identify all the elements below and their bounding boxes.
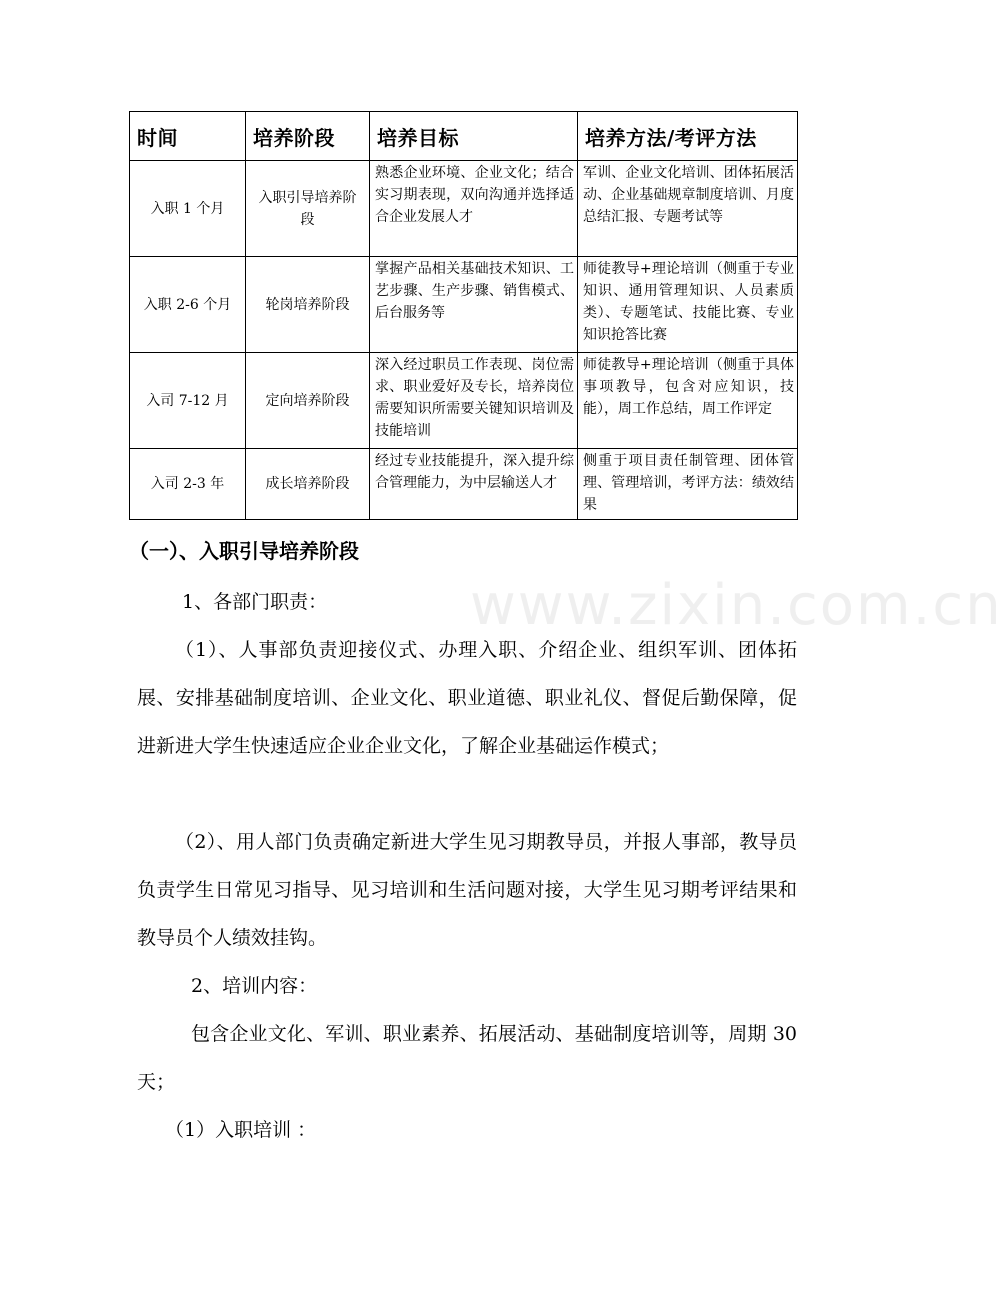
cell-time: 入职 1 个月 (130, 161, 246, 257)
cell-goal: 掌握产品相关基础技术知识、工艺步骤、生产步骤、销售模式、后台服务等 (370, 257, 578, 353)
header-time: 时间 (130, 112, 246, 161)
cell-stage: 入职引导培养阶段 (246, 161, 370, 257)
cell-method: 师徒教导+理论培训（侧重于专业知识、通用管理知识、人员素质类）、专题笔试、技能比赛、专业知识抢答比赛 (578, 257, 798, 353)
training-schedule-table (129, 111, 798, 520)
paragraph-content-detail: 包含企业文化、军训、职业素养、拓展活动、基础制度培训等，周期 30 天； (137, 1023, 797, 1093)
cell-method: 侧重于项目责任制管理、团体管理、管理培训，考评方法：绩效结果 (578, 449, 798, 520)
table-row (130, 449, 798, 520)
section-heading: （一）、入职引导培养阶段 (129, 539, 359, 563)
paragraph-onboarding-training: （1）入职培训 ： (165, 1119, 317, 1141)
cell-stage: 轮岗培养阶段 (246, 257, 370, 353)
paragraph-dept-mentor: （2）、用人部门负责确定新进大学生见习期教导员，并报人事部，教导员负责学生日常见习指导、见习培训和生活问题对接，大学生见习期考评结果和教导员个人绩效挂钩。 (137, 831, 797, 949)
table-header-row (130, 112, 798, 161)
cell-time: 入司 7-12 月 (130, 353, 246, 449)
cell-time: 入司 2-3 年 (130, 449, 246, 520)
cell-goal: 熟悉企业环境、企业文化；结合实习期表现，双向沟通并选择适合企业发展人才 (370, 161, 578, 257)
header-stage: 培养阶段 (246, 112, 370, 161)
cell-method: 师徒教导+理论培训（侧重于具体事项教导，包含对应知识，技能），周工作总结，周工作评定 (578, 353, 798, 449)
cell-time: 入职 2-6 个月 (130, 257, 246, 353)
table-row (130, 161, 798, 257)
paragraph-training-content: 2、培训内容： (191, 975, 318, 997)
cell-goal: 经过专业技能提升，深入提升综合管理能力，为中层输送人才 (370, 449, 578, 520)
cell-goal: 深入经过职员工作表现、岗位需求、职业爱好及专长，培养岗位需要知识所需要关键知识培训及技能培训 (370, 353, 578, 449)
cell-stage: 成长培养阶段 (246, 449, 370, 520)
table-row (130, 353, 798, 449)
header-goal: 培养目标 (370, 112, 578, 161)
paragraph-hr-duties: （1）、人事部负责迎接仪式、办理入职、介绍企业、组织军训、团体拓展、安排基础制度培训、企业文化、职业道德、职业礼仪、督促后勤保障，促进新进大学生快速适应企业企业文化，了解企业基础运作模式； (137, 639, 797, 757)
table-row (130, 257, 798, 353)
header-method: 培养方法/考评方法 (578, 112, 798, 161)
watermark: www.zixin.com.cn (470, 573, 1003, 638)
cell-method: 军训、企业文化培训、团体拓展活动、企业基础规章制度培训、月度总结汇报、专题考试等 (578, 161, 798, 257)
cell-stage: 定向培养阶段 (246, 353, 370, 449)
paragraph-dept-duties: 1、各部门职责： (182, 591, 328, 613)
